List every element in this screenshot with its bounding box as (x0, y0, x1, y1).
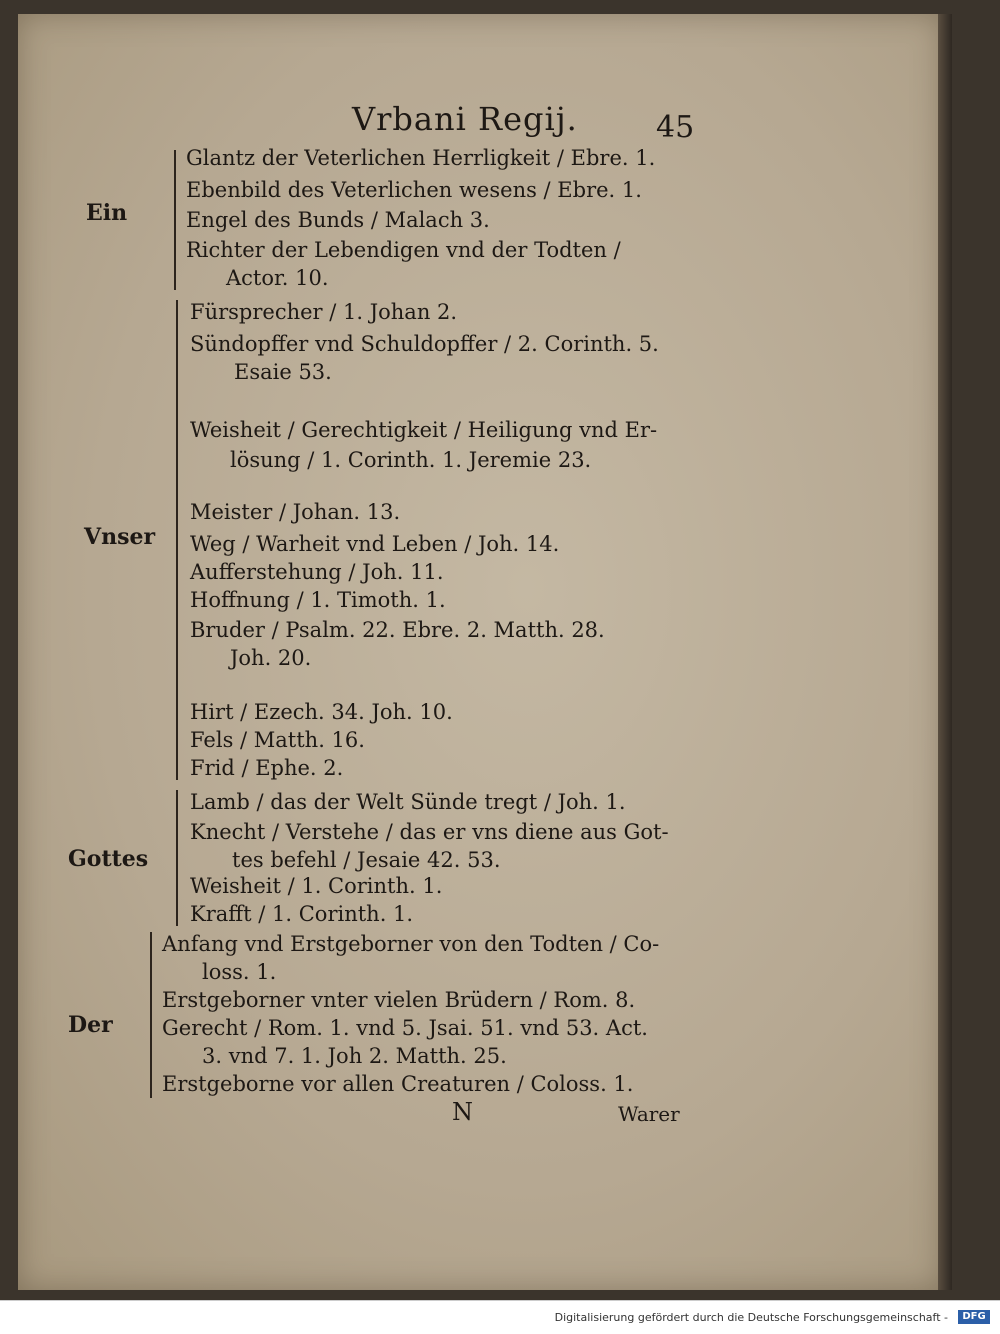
section-ein-brace (174, 150, 176, 290)
section-ein-label: Ein (86, 200, 128, 226)
vnser-line-1: Fürsprecher / 1. Johan 2. (190, 300, 458, 324)
vnser-line-10: Bruder / Psalm. 22. Ebre. 2. Matth. 28. (190, 618, 605, 642)
section-vnser-brace (176, 300, 178, 780)
ein-line-3: Engel des Bunds / Malach 3. (186, 208, 490, 232)
der-line-6: Erstgeborne vor allen Creaturen / Coloss. 1. (162, 1072, 634, 1096)
gottes-line-1: Lamb / das der Welt Sünde tregt / Joh. 1. (190, 790, 626, 814)
page-number: 45 (656, 110, 695, 145)
ein-line-4: Richter der Lebendigen vnd der Todten / (186, 238, 621, 262)
section-der-label: Der (68, 1012, 113, 1038)
vnser-line-9: Hoffnung / 1. Timoth. 1. (190, 588, 446, 612)
ein-line-2: Ebenbild des Veterlichen wesens / Ebre. 1. (186, 178, 642, 202)
vnser-line-11: Joh. 20. (230, 646, 312, 670)
vnser-line-8: Aufferstehung / Joh. 11. (190, 560, 444, 584)
section-der-brace (150, 932, 152, 1098)
ein-line-5: Actor. 10. (226, 266, 329, 290)
vnser-line-6: Meister / Johan. 13. (190, 500, 401, 524)
running-header-title: Vrbani Regij. (352, 100, 578, 138)
der-line-1: Anfang vnd Erstgeborner von den Todten / Co- (162, 932, 660, 956)
signature-mark: N (452, 1098, 473, 1126)
gottes-line-3: tes befehl / Jesaie 42. 53. (232, 848, 501, 872)
funding-notice: Digitalisierung gefördert durch die Deutsche Forschungsgemeinschaft - (554, 1311, 948, 1324)
vnser-line-2: Sündopffer vnd Schuldopffer / 2. Corinth. 5. (190, 332, 659, 356)
vnser-line-5: lösung / 1. Corinth. 1. Jeremie 23. (230, 448, 592, 472)
dfg-logo: DFG (958, 1310, 990, 1324)
vnser-line-14: Frid / Ephe. 2. (190, 756, 344, 780)
ein-line-1: Glantz der Veterlichen Herrligkeit / Ebre. 1. (186, 146, 656, 170)
section-vnser-label: Vnser (84, 524, 156, 550)
der-line-5: 3. vnd 7. 1. Joh 2. Matth. 25. (202, 1044, 507, 1068)
section-gottes-brace (176, 790, 178, 926)
vnser-line-13: Fels / Matth. 16. (190, 728, 365, 752)
der-line-3: Erstgeborner vnter vielen Brüdern / Rom. 8. (162, 988, 636, 1012)
der-line-2: loss. 1. (202, 960, 277, 984)
der-line-4: Gerecht / Rom. 1. vnd 5. Jsai. 51. vnd 53. Act. (162, 1016, 648, 1040)
book-page (18, 14, 942, 1290)
vnser-line-7: Weg / Warheit vnd Leben / Joh. 14. (190, 532, 560, 556)
funding-footer (0, 1300, 1000, 1334)
section-gottes-label: Gottes (68, 846, 149, 872)
vnser-line-12: Hirt / Ezech. 34. Joh. 10. (190, 700, 453, 724)
page-gutter (938, 14, 952, 1290)
vnser-line-4: Weisheit / Gerechtigkeit / Heiligung vnd Er- (190, 418, 658, 442)
vnser-line-3: Esaie 53. (234, 360, 332, 384)
gottes-line-5: Krafft / 1. Corinth. 1. (190, 902, 414, 926)
catchword: Warer (618, 1102, 680, 1126)
gottes-line-2: Knecht / Verstehe / das er vns diene aus Got- (190, 820, 669, 844)
gottes-line-4: Weisheit / 1. Corinth. 1. (190, 874, 443, 898)
